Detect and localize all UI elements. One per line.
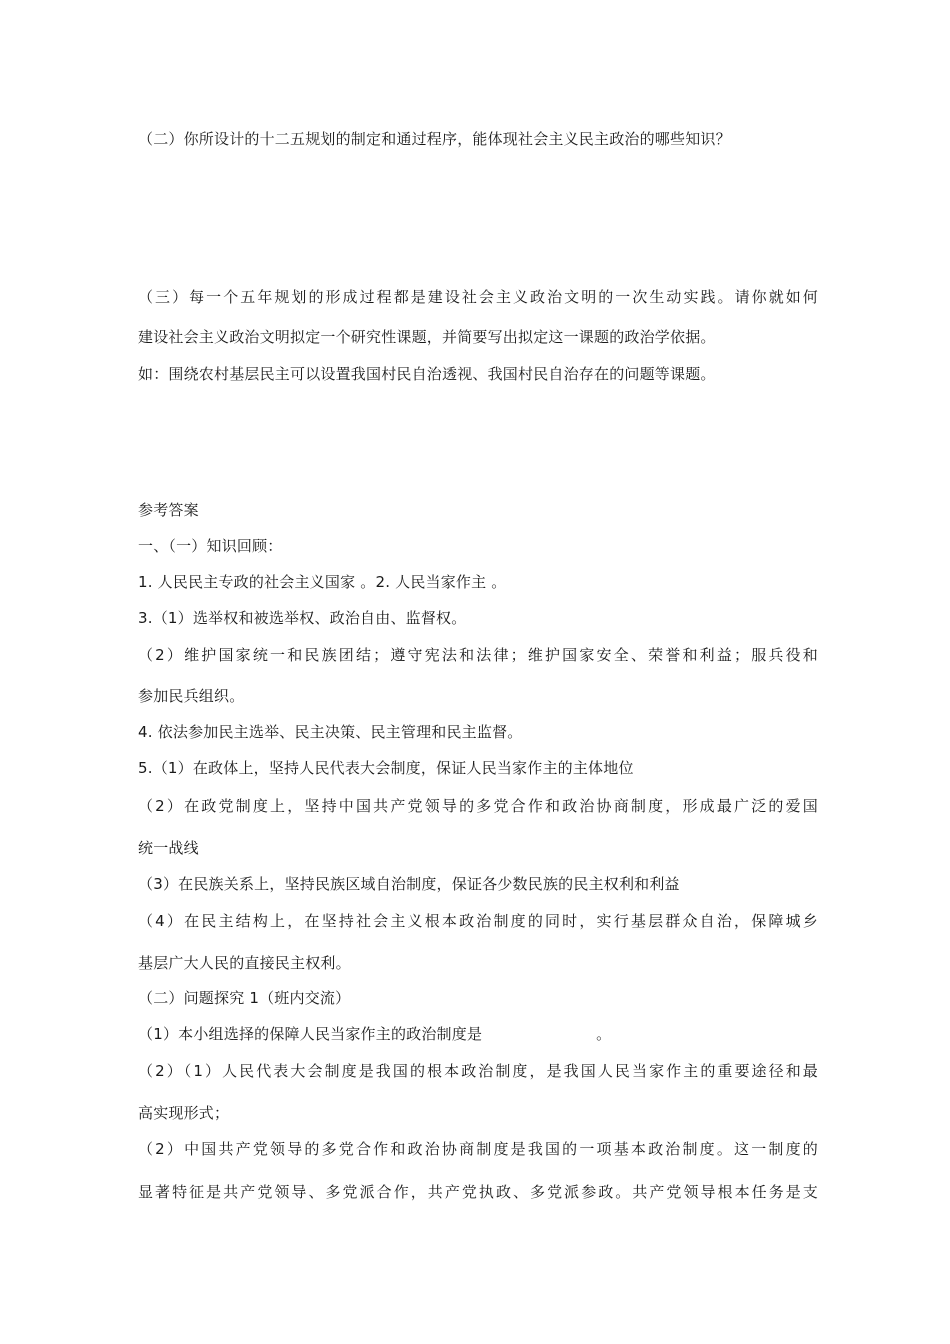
inquiry-1 — [138, 1024, 818, 1044]
inquiry-3-line-2: 显著特征是共产党领导、多党派合作，共产党执政、多党派参政。共产党领导根本任务是支 — [138, 1183, 818, 1201]
answer-item-5-2-line-1: （2）在政党制度上，坚持中国共产党领导的多党合作和政治协商制度，形成最广泛的爱国 — [138, 797, 818, 815]
answer-item-5-3: （3）在民族关系上，坚持民族区域自治制度，保证各少数民族的民主权利和利益 — [138, 875, 680, 893]
answer-item-1-2: 1. 人民民主专政的社会主义国家 。2. 人民当家作主 。 — [138, 573, 507, 591]
question-3-line-1: （三）每一个五年规划的形成过程都是建设社会主义政治文明的一次生动实践。请你就如何 — [138, 288, 818, 306]
answer-item-4: 4. 依法参加民主选举、民主决策、民主管理和民主监督。 — [138, 723, 523, 741]
section-1-title: 一、（一）知识回顾： — [138, 537, 283, 555]
inquiry-2-line-2: 高实现形式； — [138, 1104, 230, 1122]
question-2: （二）你所设计的十二五规划的制定和通过程序，能体现社会主义民主政治的哪些知识？ — [138, 130, 731, 148]
inquiry-3-line-1: （2）中国共产党领导的多党合作和政治协商制度是我国的一项基本政治制度。这一制度的 — [138, 1140, 818, 1158]
inquiry-1-suffix: 。 — [596, 1025, 612, 1043]
answer-item-3-2-line-1: （2）维护国家统一和民族团结；遵守宪法和法律；维护国家安全、荣誉和利益；服兵役和 — [138, 646, 818, 664]
answer-item-5-1: 5.（1）在政体上，坚持人民代表大会制度，保证人民当家作主的主体地位 — [138, 759, 634, 777]
answer-item-3-2-line-2: 参加民兵组织。 — [138, 687, 245, 705]
question-3-example: 如：围绕农村基层民主可以设置我国村民自治透视、我国村民自治存在的问题等课题。 — [138, 365, 716, 383]
inquiry-1-prefix: （1）本小组选择的保障人民当家作主的政治制度是 — [138, 1025, 483, 1043]
answer-item-3-1: 3.（1）选举权和被选举权、政治自由、监督权。 — [138, 609, 467, 627]
answer-item-5-2-line-2: 统一战线 — [138, 839, 199, 857]
question-3-line-2: 建设社会主义政治文明拟定一个研究性课题，并简要写出拟定这一课题的政治学依据。 — [138, 328, 716, 346]
answer-item-5-4-line-2: 基层广大人民的直接民主权利。 — [138, 954, 351, 972]
answers-heading: 参考答案 — [138, 501, 199, 519]
answer-item-5-4-line-1: （4）在民主结构上，在坚持社会主义根本政治制度的同时，实行基层群众自治，保障城乡 — [138, 912, 818, 930]
section-2-title: （二）问题探究 1（班内交流） — [138, 989, 351, 1007]
inquiry-2-line-1: （2）（1）人民代表大会制度是我国的根本政治制度，是我国人民当家作主的重要途径和最 — [138, 1062, 818, 1080]
